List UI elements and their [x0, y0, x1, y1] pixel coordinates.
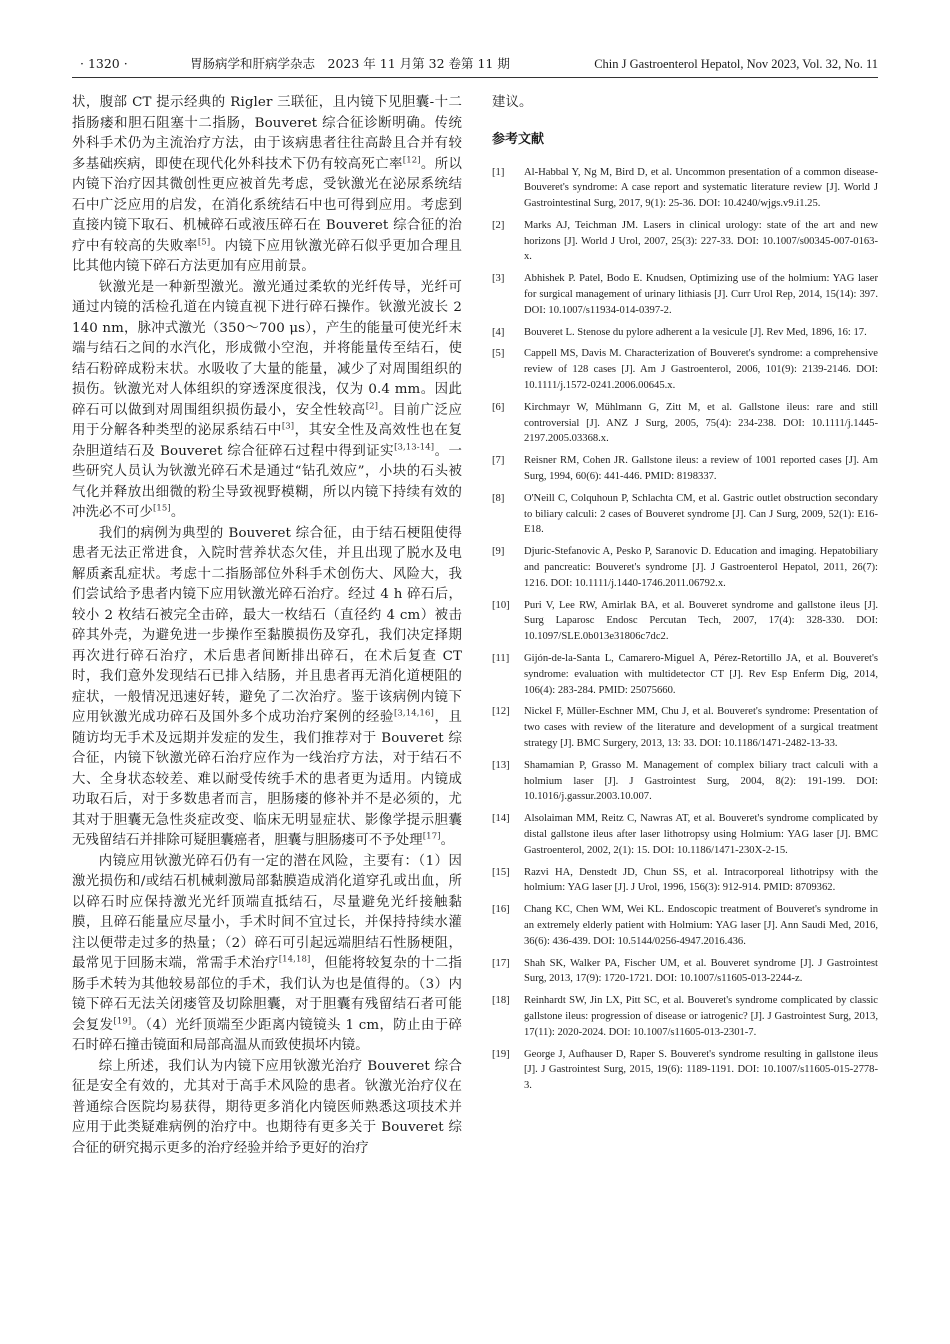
citation-marker[interactable]: [3] — [281, 421, 295, 432]
reference-item — [492, 346, 878, 393]
reference-text: Shah SK, Walker PA, Fischer UM, et al. Bouveret syndrome [J]. J Gastrointest Surg, 2013, 17(9): 1720-1721. DOI: 10.1007/s11605-013-2244-z. — [524, 957, 878, 985]
citation-marker[interactable]: [19] — [113, 1016, 132, 1027]
body-paragraph-continuation: 建议。 — [492, 95, 533, 110]
reference-item — [492, 1047, 878, 1094]
body-paragraph-1 — [72, 93, 462, 278]
reference-number: [12] — [492, 706, 510, 718]
body-text: 钬激光是一种新型激光。激光通过柔软的光纤传导，光纤可通过内镜的活检孔道在内镜直视下进行碎石操作。钬激光波长 2 140 nm，脉冲式激光（350～700 μs），产生的能量可使光纤末端与结石之间的水汽化，形成微小空泡，并将能量传至结石，使结石粉碎成粉末状。水吸收了大量的能量，减少了对周围组织的损伤。钬激光对人体组织的穿透深度很浅，仅为 0.4 mm。因此碎石可以做到对周围组织损伤最小，安全性较高 — [72, 279, 462, 418]
body-text: 。所以内镜下治疗因其微创性更应被首先考虑，受钬激光在泌尿系统结石中广泛应用的启发，在消化系统结石中也可得到应用。考虑到直接内镜下取石、机械碎石或液压碎石在 Bouveret 综合征的治疗中有较高的失败率 — [72, 156, 462, 254]
reference-item — [492, 325, 878, 341]
reference-text: Alsolaiman MM, Reitz C, Nawras AT, et al. Bouveret's syndrome complicated by distal gallstone ileus after laser lithotropsy using Holmium: YAG laser [J]. BMC Gastroenterol, 2002, 2(1): 15. DOI: 10.1186/1471-230X-2-15. — [524, 813, 878, 856]
reference-number: [7] — [492, 455, 505, 467]
body-text: 综上所述，我们认为内镜下应用钬激光治疗 Bouveret 综合征是安全有效的，尤其对于高手术风险的患者。钬激光治疗仪在普通综合医院均易获得，期待更多消化内镜医师熟悉这项技术并应用于此类疑难病例的治疗中。也期待有更多关于 Bouveret 综合征的研究揭示更多的治疗经验并给予更好的治疗 — [72, 1058, 462, 1156]
reference-number: [14] — [492, 813, 510, 825]
reference-number: [19] — [492, 1048, 510, 1060]
reference-item — [492, 218, 878, 265]
journal-title-cn: 胃肠病学和肝病学杂志 2023 年 11 月第 32 卷第 11 期 — [190, 56, 510, 71]
reference-item — [492, 993, 878, 1040]
reference-number: [5] — [492, 348, 505, 360]
body-text: ，其安全性及高效性也在复杂胆道结石及 Bouveret 综合征碎石过程中得到证实 — [72, 423, 462, 459]
reference-text: Al-Habbal Y, Ng M, Bird D, et al. Uncommon presentation of a common disease-Bouveret's syndrome: A case report and systematic literature review [J]. World J Gastrointestinal Surg, 2017, 9(1): 25-36. DOI: 10.4240/wjgs.v9.i1.25. — [524, 166, 878, 210]
body-text: 。 — [170, 505, 185, 520]
reference-item — [492, 865, 878, 897]
citation-marker[interactable]: [15] — [152, 503, 171, 514]
body-text: 。（4）光纤顶端至少距离内镜镜头 1 cm，防止由于碎石时碎石撞击镜面和局部高温从而致使损坏内镜。 — [72, 1017, 462, 1053]
citation-marker[interactable]: [3,13-14] — [394, 442, 435, 453]
citation-marker[interactable]: [14,18] — [278, 954, 311, 965]
reference-item — [492, 598, 878, 645]
references-heading: 参考文献 — [492, 131, 545, 147]
reference-item — [492, 811, 878, 858]
body-text: 。一些研究人员认为钬激光碎石术是通过“钻孔效应”，小块的石头被气化并释放出细微的粉尘导致视野模糊，所以内镜下持续有效的冲洗必不可少 — [72, 443, 462, 520]
body-text: 状，腹部 CT 提示经典的 Rigler 三联征，且内镜下见胆囊-十二指肠瘘和胆石阻塞十二指肠，Bouveret 综合征诊断明确。传统外科手术仍为主流治疗方法，由于该病患者往往高龄且合并有较多基础疾病，即使在现代化外科技术下仍有较高死亡率 — [72, 95, 462, 172]
reference-number: [18] — [492, 995, 510, 1007]
journal-title-en: Chin J Gastroenterol Hepatol, Nov 2023, Vol. 32, No. 11 — [594, 57, 878, 71]
reference-item — [492, 165, 878, 212]
body-text: 。目前广泛应用于分解各种类型的泌尿系结石中 — [72, 402, 462, 438]
citation-marker[interactable]: [12] — [402, 155, 421, 166]
body-paragraph-3 — [72, 524, 462, 852]
body-text: 。内镜下应用钬激光碎石似乎更加合理且比其他内镜下碎石方法更加有应用前景。 — [72, 238, 462, 274]
reference-number: [10] — [492, 599, 510, 611]
reference-text: Puri V, Lee RW, Amirlak BA, et al. Bouveret syndrome and gallstone ileus [J]. Surg Laparosc Endosc Percutan Tech, 2007, 17(4): 328-330. DOI: 10.1097/SLE.0b013e31806c7dc2. — [524, 599, 878, 643]
body-text: 。 — [440, 833, 455, 848]
reference-number: [4] — [492, 326, 505, 338]
reference-number: [2] — [492, 219, 505, 231]
reference-text: Kirchmayr W, Mühlmann G, Zitt M, et al. Gallstone ileus: rare and still controversial [J]. ANZ J Surg, 2005, 75(4): 234-238. DOI: 10.1111/j.1445-2197.2005.03368.x. — [524, 401, 878, 445]
citation-marker[interactable]: [2] — [365, 401, 379, 412]
reference-text: George J, Aufhauser D, Raper S. Bouveret's syndrome resulting in gallstone ileus [J]. J Gastrointest Surg, 2015, 19(6): 1189-1191. DOI: 10.1007/s11605-015-2778-3. — [524, 1048, 878, 1092]
reference-item — [492, 453, 878, 485]
reference-text: Shamamian P, Grasso M. Management of complex biliary tract calculi with a holmium laser [J]. J Gastrointest Surg, 2004, 8(2): 191-199. DOI: 10.1016/j.gassur.2003.10.007. — [524, 759, 878, 803]
reference-text: Bouveret L. Stenose du pylore adherent a la vesicule [J]. Rev Med, 1896, 16: 17. — [524, 326, 867, 338]
citation-marker[interactable]: [5] — [197, 237, 211, 248]
reference-item — [492, 902, 878, 949]
reference-item — [492, 956, 878, 988]
page-number: · 1320 · — [80, 56, 128, 71]
reference-item — [492, 400, 878, 447]
body-text: 我们的病例为典型的 Bouveret 综合征，由于结石梗阻使得患者无法正常进食，入院时营养状态欠佳，并且出现了脱水及电解质紊乱症状。考虑十二指肠部位外科手术创伤大、风险大，我们尝试给予患者内镜下应用钬激光碎石治疗。经过 4 h 碎石后，较小 2 枚结石被完全击碎，最大一枚结石（直径约 4 cm）被击碎其外壳，为避免进一步操作至黏膜损伤及穿孔，我们决定择期再次进行碎石治疗，术后患者间断排出碎石，在术后复查 CT 时，我们意外发现结石已排入结肠，并且患者再无消化道梗阻的症状，一般情况迅速好转，避免了二次治疗。鉴于该病例内镜下应用钬激光成功碎石及国外多个成功治疗案例的经验 — [72, 525, 462, 725]
body-text: ，但能将较复杂的十二指肠手术转为其他较易部位的手术，我们认为也是值得的。（3）内镜下碎石无法关闭瘘管及切除胆囊，对于胆囊有残留结石者可能会复发 — [72, 956, 462, 1033]
reference-number: [1] — [492, 166, 505, 178]
reference-item — [492, 651, 878, 698]
reference-text: Razvi HA, Denstedt JD, Chun SS, et al. Intracorporeal lithotripsy with the holmium: YAG laser [J]. J Urol, 1996, 156(3): 912-914. PMID: 8709362. — [524, 866, 878, 894]
reference-text: Abhishek P. Patel, Bodo E. Knudsen, Optimizing use of the holmium: YAG laser for surgical management of urinary lithiasis [J]. Curr Urol Rep, 2014, 15(14): 397. DOI: 10.1007/s11934-014-0397-2. — [524, 273, 878, 316]
left-column — [72, 93, 462, 1314]
reference-item — [492, 491, 878, 538]
reference-number: [8] — [492, 492, 505, 504]
reference-text: Djuric-Stefanovic A, Pesko P, Saranovic D. Education and imaging. Hepatobiliary and pancreatic: Bouveret's syndrome [J]. J Gastroenterol Hepatol, 2011, 26(7): 1216. DOI: 10.1111/j.1440-1746.2011.06792.x. — [524, 546, 878, 589]
reference-number: [13] — [492, 759, 510, 771]
body-paragraph-5 — [72, 1057, 462, 1160]
right-column — [492, 93, 878, 1314]
body-text: ，且随访均无手术及远期并发症的发生，我们推荐对于 Bouveret 综合征，内镜下钬激光碎石治疗应作为一线治疗方法，对于结石不大、全身状态较差、难以耐受传统手术的患者更为适用。内镜成功取石后，对于多数患者而言，胆肠瘘的修补并不是必须的，尤其对于胆囊无急性炎症改变、临床无明显症状、影像学提示胆囊无残留结石并排除可疑胆囊癌者，胆囊与胆肠瘘可不予处理 — [72, 710, 462, 848]
reference-number: [6] — [492, 401, 505, 413]
running-header — [72, 55, 878, 78]
reference-item — [492, 544, 878, 591]
reference-text: Reisner RM, Cohen JR. Gallstone ileus: a review of 1001 reported cases [J]. Am Surg, 1994, 60(6): 441-446. PMID: 8198337. — [524, 455, 878, 483]
reference-item — [492, 758, 878, 805]
reference-item — [492, 271, 878, 318]
reference-text: Nickel F, Müller-Eschner MM, Chu J, et al. Bouveret's syndrome: Presentation of two cases with review of the literature and development of a surgical treatment strategy [J]. BMC Surgery, 2013, 13: 33. DOI: 10.1186/1471-2482-13-33. — [524, 706, 878, 749]
reference-number: [15] — [492, 866, 510, 878]
citation-marker[interactable]: [3,14,16] — [394, 708, 434, 719]
reference-text: Cappell MS, Davis M. Characterization of Bouveret's syndrome: a comprehensive review of 128 cases [J]. Am J Gastroenterol, 2006, 101(9): 2139-2146. DOI: 10.1111/j.1572-0241.2006.00645.x. — [524, 348, 878, 392]
reference-text: Gijón-de-la-Santa L, Camarero-Miguel A, Pérez-Retortillo JA, et al. Bouveret's syndrome: evaluation with multidetector CT [J]. Rev Esp Enferm Dig, 2014, 106(4): 283-284. PMID: 25075660. — [524, 653, 878, 696]
reference-number: [9] — [492, 546, 505, 558]
reference-list — [492, 165, 878, 1094]
reference-text: Marks AJ, Teichman JM. Lasers in clinical urology: state of the art and new horizons [J]. World J Urol, 2007, 25(3): 227-33. DOI: 10.1007/s00345-007-0163-x. — [524, 219, 878, 263]
body-paragraph-2 — [72, 278, 462, 524]
reference-number: [3] — [492, 273, 505, 285]
reference-text: Reinhardt SW, Jin LX, Pitt SC, et al. Bouveret's syndrome complicated by classic gallstone ileus: progression of disease or iatrogenic? [J]. J Gastrointest Surg, 2013, 17(11): 2020-2024. DOI: 10.1007/s11605-013-2301-7. — [524, 995, 878, 1038]
body-text: 内镜应用钬激光碎石仍有一定的潜在风险，主要有：（1）因激光损伤和/或结石机械刺激局部黏膜造成消化道穿孔或出血，所以碎石时应保持激光光纤顶端直抵结石，尽量避免光纤接触黏膜，且碎石能量应尽量小，手术时间不宜过长，并保持持续水灌注以便带走过多的热量；（2）碎石可引起远端胆结石性肠梗阻，最常见于回肠末端，常需手术治疗 — [72, 853, 462, 971]
citation-marker[interactable]: [17] — [422, 831, 441, 842]
reference-number: [11] — [492, 653, 510, 665]
reference-text: Chang KC, Chen WM, Wei KL. Endoscopic treatment of Bouveret's syndrome in an extremely elderly patient with Holmium: YAG laser [J]. Ann Saudi Med, 2016, 36(6): 436-439. DOI: 10.5144/0256-4947.2016.436. — [524, 904, 878, 947]
reference-number: [17] — [492, 957, 510, 969]
reference-text: O'Neill C, Colquhoun P, Schlachta CM, et al. Gastric outlet obstruction secondary to biliary calculi: 2 cases of Bouveret syndrome [J]. Can J Surg, 2009, 52(1): E16-E18. — [524, 492, 878, 536]
reference-number: [16] — [492, 904, 510, 916]
reference-item — [492, 704, 878, 751]
body-paragraph-4 — [72, 852, 462, 1057]
